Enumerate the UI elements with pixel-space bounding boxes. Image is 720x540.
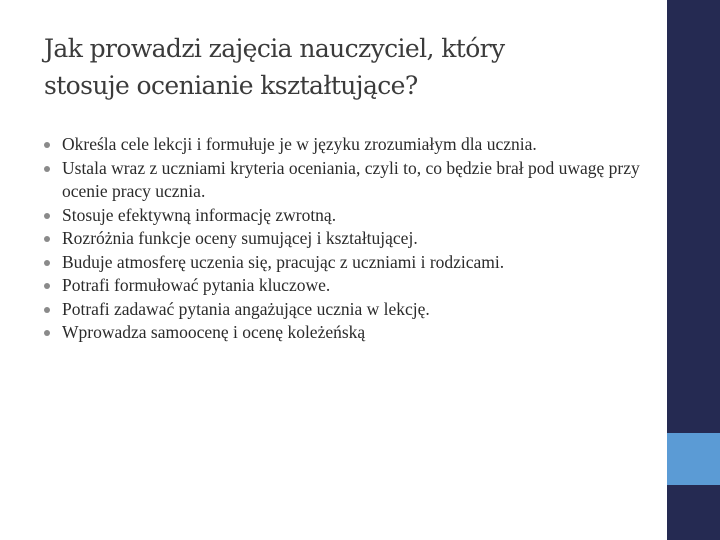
bullet-list xyxy=(44,133,656,345)
bullet-text: Potrafi zadawać pytania angażujące ucznia w lekcję. xyxy=(62,298,430,319)
bullet-text: Potrafi formułować pytania kluczowe. xyxy=(62,275,331,295)
slide-title-line-1: Jak prowadzi zajęcia nauczyciel, który xyxy=(44,34,505,63)
bullet-dot-icon xyxy=(44,236,50,242)
bullet-text: Buduje atmosferę uczenia się, pracując z uczniami i rodzicami. xyxy=(62,251,505,272)
bullet-dot-icon xyxy=(44,283,50,289)
bullet-item xyxy=(44,133,656,157)
bullet-text: Rozróżnia funkcje oceny sumującej i kształtującej. xyxy=(62,228,418,248)
bullet-item xyxy=(44,274,656,298)
bullet-item xyxy=(44,227,656,251)
bullet-dot-icon xyxy=(44,330,50,336)
bullet-dot-icon xyxy=(44,142,50,148)
bullet-item xyxy=(44,204,656,228)
bullet-dot-icon xyxy=(44,260,50,266)
bullet-dot-icon xyxy=(44,213,50,219)
bullet-item xyxy=(44,157,656,204)
bullet-item xyxy=(44,251,656,275)
slide-title xyxy=(44,30,644,104)
bullet-text: Określa cele lekcji i formułuje je w języku zrozumiałym dla ucznia. xyxy=(62,134,537,154)
slide-title-line-2: stosuje ocenianie kształtujące? xyxy=(44,71,418,100)
bullet-text: Wprowadza samoocenę i ocenę koleżeńską xyxy=(62,322,366,342)
bullet-dot-icon xyxy=(44,307,50,313)
sidebar-accent-block xyxy=(667,433,720,485)
bullet-item xyxy=(44,298,656,322)
bullet-text: Ustala wraz z uczniami kryteria oceniania, czyli to, co będzie brał pod uwagę przy ocenie pracy ucznia. xyxy=(62,157,640,201)
bullet-dot-icon xyxy=(44,166,50,172)
bullet-text: Stosuje efektywną informację zwrotną. xyxy=(62,204,337,225)
bullet-item xyxy=(44,321,656,345)
